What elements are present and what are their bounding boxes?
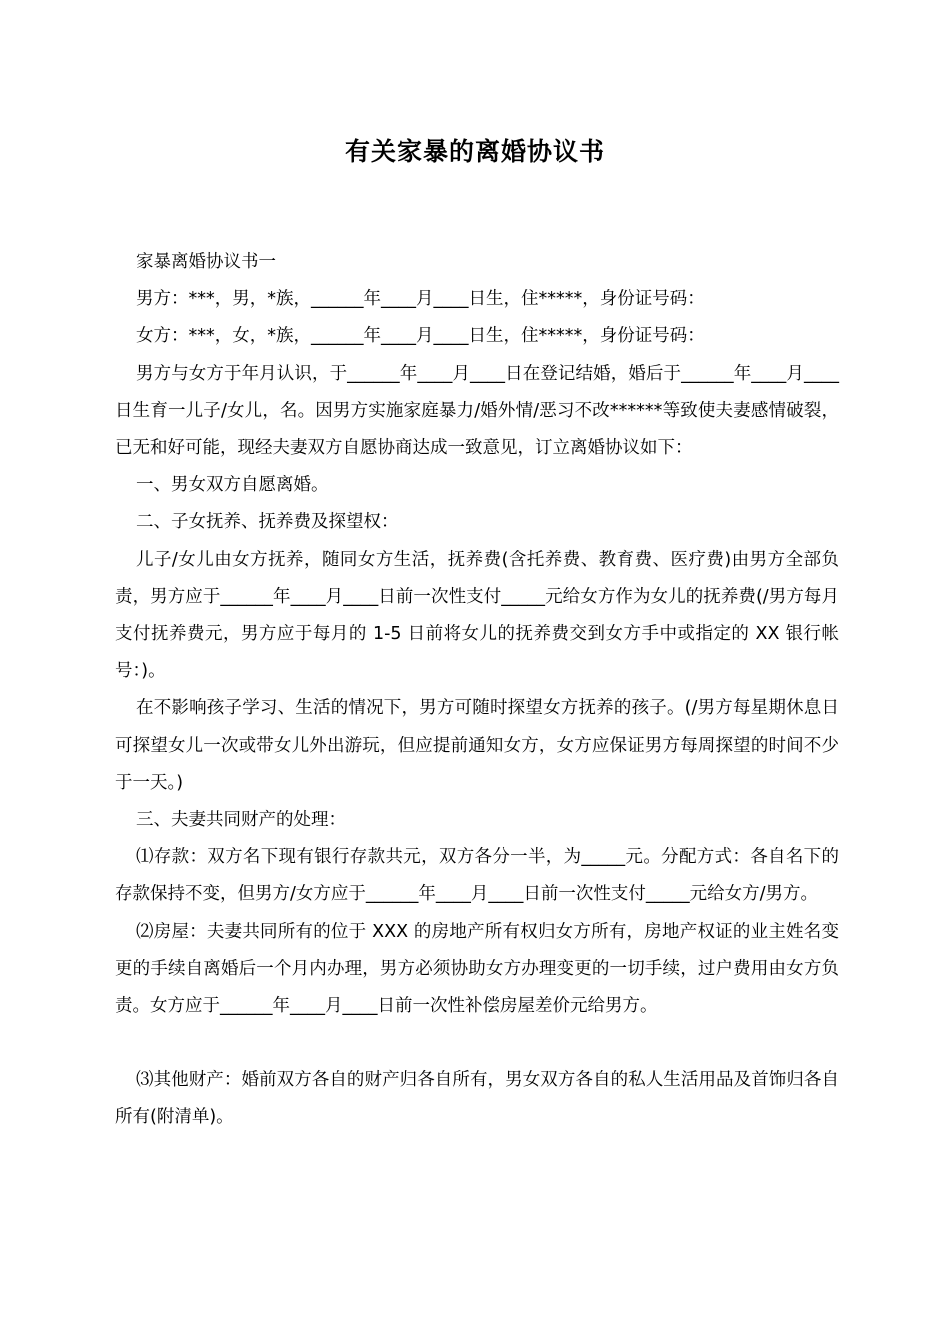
paragraph-male-party: 男方：***，男，*族，______年____月____日生，住*****，身份证号码： <box>136 289 705 310</box>
paragraph-female-party: 女方：***，女，*族，______年____月____日生，住*****，身份证号码： <box>136 326 705 347</box>
paragraph-clause-3: 三、夫妻共同财产的处理： <box>136 810 346 831</box>
paragraph-clause-1: 一、男女双方自愿离婚。 <box>136 475 329 496</box>
paragraph-house: ⑵房屋：夫妻共同所有的位于 XXX 的房地产所有权归女方所有，房地产权证的业主姓名变更的手续自离婚后一个月内办理，男方必须协助女方办理变更的一切手续，过户费用由女方负责。女方应于______年____月____日前一次性补偿房屋差价元给男方。 <box>115 921 839 1017</box>
paragraph-child-support: 儿子/女儿由女方抚养，随同女方生活，抚养费(含托养费、教育费、医疗费)由男方全部负责，男方应于______年____月____日前一次性支付_____元给女方作为女儿的抚养费(/男方每月支付抚养费元，男方应于每月的 1-5 日前将女儿的抚养费交到女方手中或指定的 XX 银行帐号：)。 <box>115 549 839 682</box>
paragraph-clause-2: 二、子女抚养、抚养费及探望权： <box>136 512 399 533</box>
document-title: 有关家暴的离婚协议书 <box>344 137 605 166</box>
document-body <box>115 244 839 1137</box>
paragraph-heading: 家暴离婚协议书一 <box>136 252 276 272</box>
paragraph-visitation: 在不影响孩子学习、生活的情况下，男方可随时探望女方抚养的孩子。(/男方每星期休息日可探望女儿一次或带女儿外出游玩，但应提前通知女方，女方应保证男方每周探望的时间不少于一天。) <box>115 698 839 793</box>
paragraph-other-property: ⑶其他财产：婚前双方各自的财产归各自所有，男女双方各自的私人生活用品及首饰归各自所有(附清单)。 <box>115 1070 839 1128</box>
paragraph-savings: ⑴存款：双方名下现有银行存款共元，双方各分一半，为_____元。分配方式：各自名下的存款保持不变，但男方/女方应于______年____月____日前一次性支付_____元给女方/男方。 <box>115 847 839 905</box>
paragraph-background: 男方与女方于年月认识，于______年____月____日在登记结婚，婚后于______年____月____日生育一儿子/女儿，名。因男方实施家庭暴力/婚外情/恶习不改******等致使夫妻感情破裂，已无和好可能，现经夫妻双方自愿协商达成一致意见，订立离婚协议如下： <box>115 363 839 459</box>
